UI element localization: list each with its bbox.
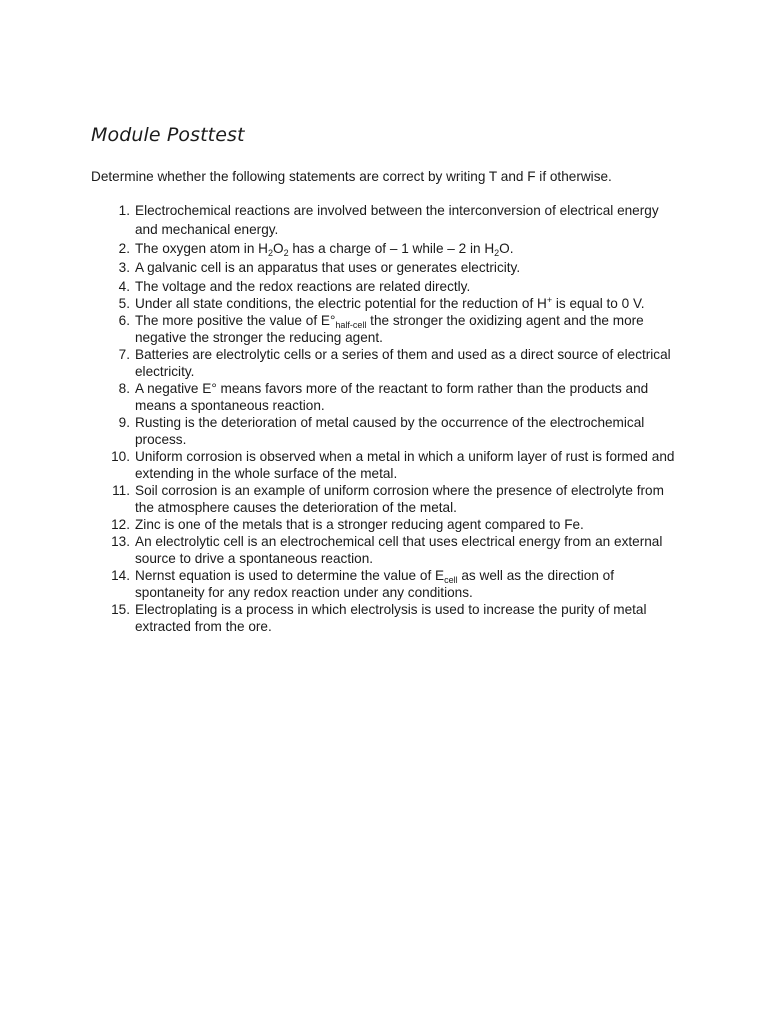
item-text: Nernst equation is used to determine the value of $E_{cell}$ as well as the direction of spontaneity for any redox reaction under any conditions. [135,568,615,600]
item-number: 1. [118,203,130,218]
item-number: 14. [111,568,130,583]
item-number: 4. [118,279,130,294]
item-number: 7. [118,347,130,362]
item-text: Rusting is the deterioration of metal caused by the occurrence of the electrochemical process. [135,415,645,447]
list-item [106,448,682,482]
item-text: Electrochemical reactions are involved between the interconversion of electrical energy and mechanical energy. [135,203,659,237]
list-item [106,259,682,276]
list-item [106,380,682,414]
item-number: 10. [111,449,130,464]
item-text: Electroplating is a process in which electrolysis is used to increase the purity of metal extracted from the ore. [135,602,647,634]
item-text: The voltage and the redox reactions are related directly. [135,279,471,294]
item-text: An electrolytic cell is an electrochemical cell that uses electrical energy from an external source to drive a spontaneous reaction. [135,534,663,566]
instructions-text: Determine whether the following statements are correct by writing T and F if otherwise. [91,169,612,184]
item-number: 8. [118,381,130,396]
item-number: 3. [118,260,130,275]
item-number: 5. [118,296,130,311]
item-text: The more positive the value of $E^\circ_{half-cell}$ the stronger the oxidizing agent and the more negative the stronger the reducing agent. [135,313,644,345]
item-text: Uniform corrosion is observed when a metal in which a uniform layer of rust is formed and extending in the whole surface of the metal. [135,449,675,481]
list-item [106,567,682,601]
list-item [106,312,682,346]
item-number: 12. [111,517,130,532]
list-item [106,516,682,533]
item-text: Soil corrosion is an example of uniform corrosion where the presence of electrolyte from the atmosphere causes the deterioration of the metal. [135,483,664,515]
list-item [106,346,682,380]
item-number: 2. [118,241,130,256]
list-item [106,278,682,295]
item-text: A galvanic cell is an apparatus that uses or generates electricity. [135,260,521,275]
list-item [106,295,682,312]
item-number: 6. [118,313,130,328]
page-title: Module Posttest [91,124,245,146]
item-text: Zinc is one of the metals that is a stronger reducing agent compared to Fe. [135,517,584,532]
list-item [106,533,682,567]
item-number: 11. [112,483,130,498]
list-item [106,601,682,635]
item-number: 15. [111,602,130,617]
list-item [106,240,682,257]
item-number: 13. [111,534,130,549]
item-text: Under all state conditions, the electric potential for the reduction of H+ is equal to 0 V. [135,295,645,311]
question-list [106,201,682,635]
item-number: 9. [118,415,130,430]
list-item [106,201,682,239]
item-text: The oxygen atom in $H_2O_2$ has a charge of – 1 while – 2 in $H_2O$. [135,241,514,258]
item-text: A negative E° means favors more of the reactant to form rather than the products and means a spontaneous reaction. [135,381,649,413]
list-item [106,482,682,516]
item-text: Batteries are electrolytic cells or a series of them and used as a direct source of electrical electricity. [135,347,671,379]
list-item [106,414,682,448]
